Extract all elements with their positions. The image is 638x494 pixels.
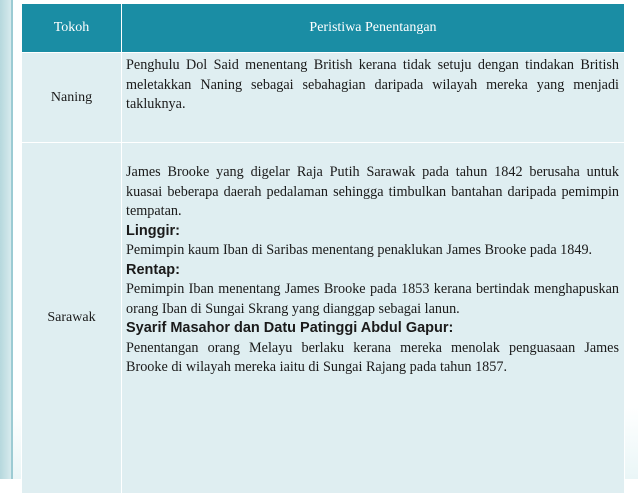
table-header-row	[22, 4, 625, 53]
resistance-table	[21, 3, 625, 494]
left-accent-bar	[0, 0, 13, 479]
row-name-naning: Naning	[22, 53, 122, 143]
table-row	[22, 53, 625, 143]
section-heading-syarif-masahor: Syarif Masahor dan Datu Patinggi Abdul Gapur:	[126, 320, 454, 336]
section-text-rentap: Pemimpin Iban menentang James Brooke pada 1853 kerana bertindak menghapuskan orang Iban di Sungai Skrang yang dianggap sebagai lanun.	[126, 281, 619, 317]
section-heading-linggir: Linggir:	[126, 222, 180, 239]
section-text-syarif-masahor: Penentangan orang Melayu berlaku kerana mereka menolak penguasaan James Brooke di wilayah mereka iaitu di Sungai Rajang pada tahun 1857.	[126, 339, 619, 375]
section-heading-rentap: Rentap:	[126, 261, 180, 278]
header-peristiwa: Peristiwa Penentangan	[122, 4, 625, 53]
section-text-linggir: Pemimpin kaum Iban di Saribas menentang penaklukan James Brooke pada 1849.	[126, 242, 593, 258]
header-tokoh: Tokoh	[22, 4, 122, 53]
sarawak-intro: James Brooke yang digelar Raja Putih Sarawak pada tahun 1842 berusaha untuk kuasai beberapa daerah pedalaman sehingga timbulkan bantahan daripada pemimpin tempatan.	[126, 164, 619, 219]
row-name-sarawak: Sarawak	[22, 143, 122, 494]
row-text-sarawak	[122, 143, 625, 494]
row-text-naning: Penghulu Dol Said menentang British kerana tidak setuju dengan tindakan British meletakkan Naning sebagai sebahagian daripada wilayah mereka yang menjadi takluknya.	[122, 53, 625, 143]
table-row	[22, 143, 625, 494]
